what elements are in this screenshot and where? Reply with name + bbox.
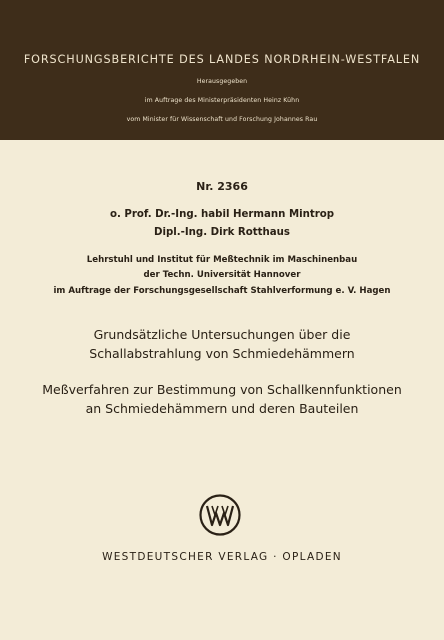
title-1-line-1: Grundsätzliche Untersuchungen über die <box>93 327 351 342</box>
institute-line-3: im Auftrage der Forschungsgesellschaft Stahlverformung e. V. Hagen <box>53 286 391 296</box>
editor-line-1: Herausgegeben <box>196 78 248 85</box>
author-1: o. Prof. Dr.-Ing. habil Hermann Mintrop <box>109 209 335 220</box>
editor-line-3: vom Minister für Wissenschaft und Forschung Johannes Rau <box>126 116 318 123</box>
institute-line-2: der Techn. Universität Hannover <box>143 270 301 280</box>
institute-line-1: Lehrstuhl und Institut für Meßtechnik im Maschinenbau <box>86 255 358 265</box>
cover-header-band <box>0 0 444 140</box>
report-number: Nr. 2366 <box>196 180 248 193</box>
wv-logo-icon <box>199 494 241 536</box>
publisher-name: WESTDEUTSCHER VERLAG · OPLADEN <box>102 551 342 563</box>
title-2-line-2: an Schmiedehämmern und deren Bauteilen <box>85 401 359 416</box>
series-title: FORSCHUNGSBERICHTE DES LANDES NORDRHEIN-WESTFALEN <box>23 53 421 66</box>
title-1-line-2: Schallabstrahlung von Schmiedehämmern <box>89 346 355 361</box>
author-2: Dipl.-Ing. Dirk Rotthaus <box>154 227 290 238</box>
title-2-line-1: Meßverfahren zur Bestimmung von Schallkennfunktionen <box>42 382 402 397</box>
editor-line-2: im Auftrage des Ministerpräsidenten Heinz Kühn <box>144 97 300 104</box>
